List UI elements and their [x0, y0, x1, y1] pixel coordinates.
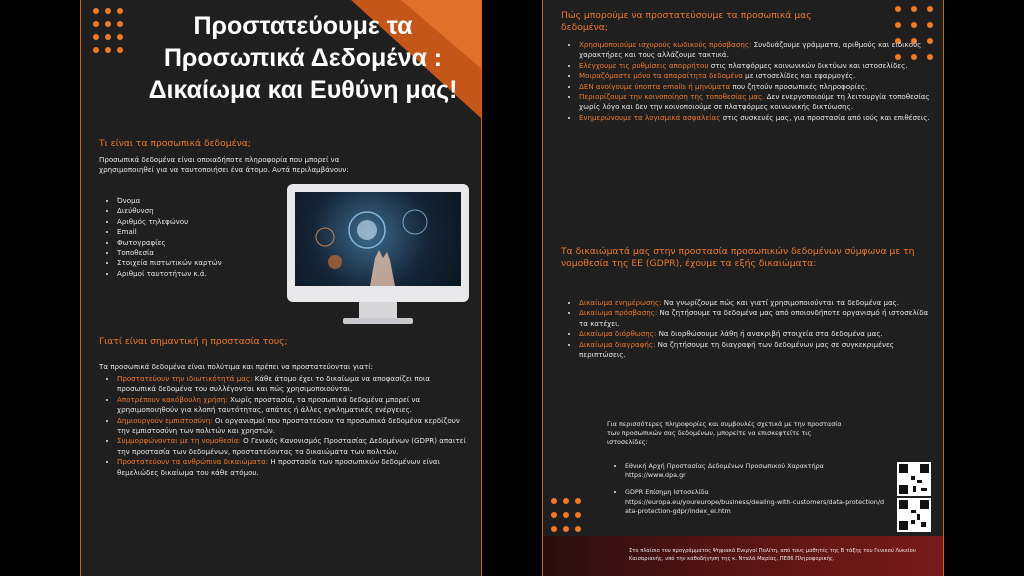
page-title: [133, 10, 473, 106]
item-text: Να ζητήσουμε τη διαγραφή των δεδομένων μας σε συγκεκριμένες περιπτώσεις.: [579, 339, 894, 360]
item-text: Να διορθώσουμε λάθη ή ανακριβή στοιχεία στα δεδομένα μας.: [656, 329, 883, 339]
monitor-screen: [287, 184, 469, 302]
item-label: Προστατεύουν τα ανθρώπινα δικαιώματα:: [117, 457, 269, 467]
how-heading: Πώς μπορούμε να προστατεύσουμε τα προσωπικά μας δεδομένα;: [561, 10, 812, 33]
item-text: Χωρίς προστασία, τα προσωπικά δεδομένα μπορεί να χρησιμοποιηθούν για κλοπή ταυτότητας, απάτες ή άλλες εγκληματικές ενέργειες.: [117, 394, 421, 415]
right-panel: [542, 0, 944, 576]
what-heading: Τι είναι τα προσωπικά δεδομένα;: [99, 138, 251, 149]
list-item: • Τοποθεσία: [117, 248, 307, 258]
item-text: που ζητούν προσωπικές πληροφορίες.: [730, 81, 868, 91]
what-intro: Προσωπικά δεδομένα είναι οποιαδήποτε πληροφορία που μπορεί να χρησιμοποιηθεί για να ταυτοποιήσει ένα άτομο. Αυτά περιλαμβάνουν:: [99, 155, 349, 175]
list-item: • Φωτογραφίες: [117, 238, 307, 248]
list-item: [579, 61, 931, 71]
why-intro: Τα προσωπικά δεδομένα είναι πολύτιμα και πρέπει να προστατεύονται γιατί:: [99, 362, 374, 371]
item-label: Δικαίωμα διόρθωσης:: [579, 329, 657, 339]
link-gdpr-name: GDPR Επίσημη Ιστοσελίδα: [625, 488, 709, 497]
item-label: Αποτρέπουν κακόβουλη χρήση:: [117, 394, 228, 404]
digital-hand-graphic: [295, 192, 461, 286]
rights-list: [565, 298, 931, 360]
list-item: [579, 40, 931, 61]
item-text: στις συσκευές μας, για προστασία από ιούς και επιθέσεις.: [720, 112, 930, 122]
footer-banner: [543, 536, 944, 576]
list-item: • Όνομα: [117, 196, 307, 206]
monitor-base: [343, 318, 413, 324]
qr-code-dpa: [897, 462, 931, 496]
item-label: Ελέγχουμε τις ρυθμίσεις απορρήτου: [579, 60, 709, 70]
item-text: Συνδυάζουμε γράμματα, αριθμούς και ειδικούς χαρακτήρες και τους αλλάζουμε τακτικά.: [579, 40, 922, 60]
list-item: [117, 395, 469, 416]
item-text: Δεν ενεργοποιούμε τη λειτουργία τοποθεσίας χωρίς λόγο και δεν την κοινοποιούμε σε πλατφόρμες κοινωνικής δικτύωσης.: [579, 92, 930, 112]
list-item: [579, 329, 931, 339]
item-label: Δημιουργούν εμπιστοσύνη:: [117, 415, 213, 425]
item-label: Προστατεύουν την ιδιωτικότητά μας:: [117, 374, 253, 383]
left-panel: [80, 0, 482, 576]
list-item: [117, 457, 469, 478]
list-item: [579, 308, 931, 329]
item-label: ΔΕΝ ανοίγουμε ύποπτα emails ή μηνύματα: [579, 81, 731, 91]
list-item: [579, 340, 931, 361]
list-item: [579, 113, 931, 123]
item-label: Δικαίωμα διαγραφής:: [579, 339, 656, 349]
item-text: Ο Γενικός Κανονισμός Προστασίας Δεδομένων (GDPR) απαιτεί την προστασία των δεδομένων, προστατεύοντας τα δικαιώματα των πολιτών.: [117, 436, 466, 456]
list-item: • Στοιχεία πιστωτικών καρτών: [117, 258, 307, 268]
list-item: • Διεύθυνση: [117, 206, 307, 216]
list-item: [579, 298, 931, 308]
title-line: Δικαίωμα και Ευθύνη μας!: [148, 76, 458, 104]
item-text: Να ζητήσουμε τα δεδομένα μας από οποιονδήποτε οργανισμό ή ιστοσελίδα τα κατέχει.: [579, 308, 929, 328]
item-text: με ιστοσελίδες και εφαρμογές.: [742, 71, 856, 81]
item-label: Χρησιμοποιούμε ισχυρούς κωδικούς πρόσβασης:: [579, 40, 752, 49]
item-text: στις πλατφόρμες κοινωνικών δικτύων και ιστοσελίδες.: [708, 60, 908, 70]
list-item: [579, 92, 931, 113]
list-item: [117, 374, 469, 395]
why-heading: Γιατί είναι σημαντική η προστασία τους;: [99, 336, 288, 347]
list-item: • Αριθμοί ταυτοτήτων κ.ά.: [117, 269, 307, 279]
link-gdpr-url: https://europa.eu/youreurope/business/dealing-with-customers/data-protection/data-protection-gdpr/index_el.htm: [625, 497, 885, 515]
monitor-image: [287, 184, 469, 332]
link-dpa[interactable]: • Εθνική Αρχή Προστασίας Δεδομένων Προσωπικού Χαρακτήρα https://www.dpa.gr: [625, 462, 885, 480]
item-label: Ενημερώνουμε τα λογισμικά ασφαλείας: [579, 112, 721, 122]
title-line: Προσωπικά Δεδομένα :: [163, 44, 443, 72]
rights-heading: Τα δικαιώματά μας στην προστασία προσωπικών δεδομένων σύμφωνα με τη νομοθεσία της ΕΕ (GDPR), έχουμε τα εξής δικαιώματα:: [561, 246, 915, 269]
item-label: Συμμορφώνονται με τη νομοθεσία:: [117, 436, 241, 446]
item-text: Να γνωρίζουμε πώς και γιατί χρησιμοποιούνται τα δεδομένα μας.: [661, 298, 900, 307]
item-label: Δικαίωμα ενημέρωσης:: [579, 298, 662, 307]
list-item: [579, 82, 931, 92]
info-links: [611, 462, 885, 516]
item-text: Κάθε άτομο έχει το δικαίωμα να αποφασίζει ποια προσωπικά δεδομένα του συλλέγονται και πώς χρησιμοποιούνται.: [117, 374, 431, 394]
list-item: [117, 416, 469, 437]
item-text: Η προστασία των προσωπικών δεδομένων είναι θεμελιώδες δικαίωμα του κάθε ατόμου.: [117, 457, 440, 477]
title-line: Προστατεύουμε τα: [193, 12, 413, 40]
what-list: [103, 196, 307, 279]
item-label: Μοιραζόμαστε μόνο τα απαραίτητα δεδομένα: [579, 71, 743, 81]
item-label: Περιορίζουμε την κοινοποίηση της τοποθεσίας μας.: [579, 92, 765, 102]
qr-code-gdpr: [897, 498, 931, 532]
info-intro: Για περισσότερες πληροφορίες και συμβουλές σχετικά με την προστασία των προσωπικών σας δεδομένων, μπορείτε να επισκεφτείτε τις ιστοσελίδες:: [607, 420, 842, 447]
link-gdpr[interactable]: [625, 488, 885, 516]
list-item: • Αριθμός τηλεφώνου: [117, 217, 307, 227]
list-item: • Email: [117, 227, 307, 237]
item-text: Οι οργανισμοί που προστατεύουν τα προσωπικά δεδομένα κερδίζουν την εμπιστοσύνη των πολιτών και χρηστών.: [117, 415, 460, 436]
footer-text: Στο πλαίσιο του προγράμματος Ψηφιακά Ενεργοί Πολίτη, από τους μαθητές της Β τάξης του Γενικού Λυκείου Καισαριανής, υπό την καθοδήγηση της κ. Νταλά Μαρίας, ΠΕ86 Πληροφορικής.: [629, 548, 916, 562]
how-list: [565, 40, 931, 123]
list-item: [117, 436, 469, 457]
item-label: Δικαίωμα πρόσβασης:: [579, 308, 658, 318]
why-list: [103, 374, 469, 478]
list-item: [579, 71, 931, 81]
